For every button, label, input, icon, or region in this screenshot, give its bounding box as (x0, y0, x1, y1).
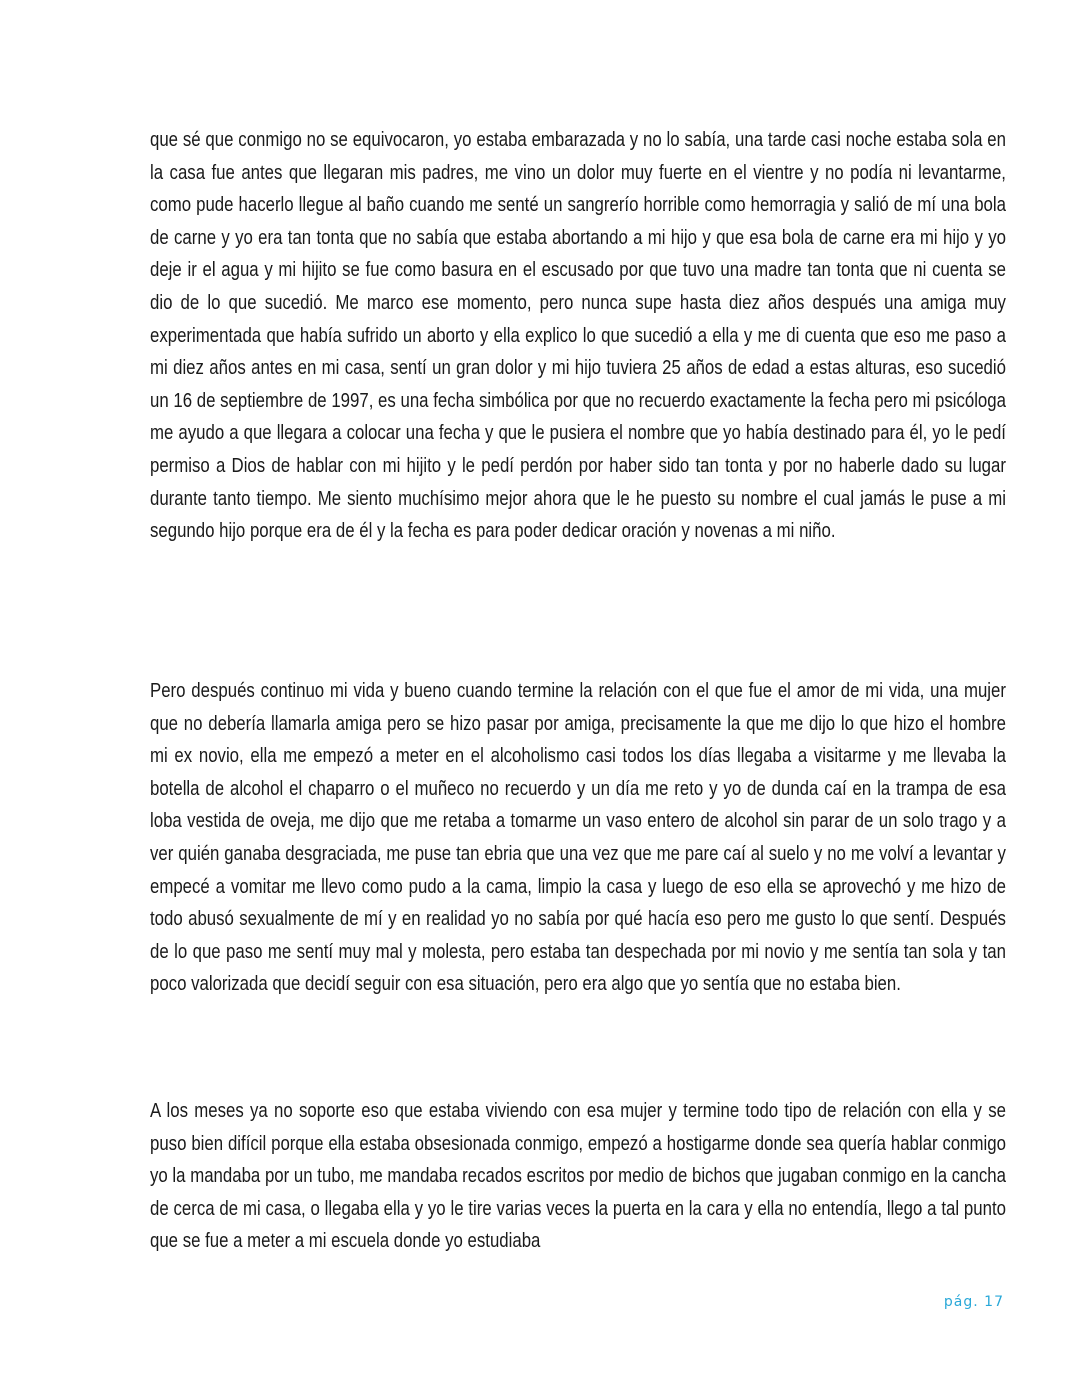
body-paragraph-1: que sé que conmigo no se equivocaron, yo estaba embarazada y no lo sabía, una tarde casi noche estaba sola en la casa fue antes que llegaran mis padres, me vino un dolor muy fuerte en el vientre y no podía ni levantarme, como pude hacerlo llegue al baño cuando me senté un sangrerío horrible como hemorragia y salió de mí una bola de carne y yo era tan tonta que no sabía que estaba abortando a mi hijo y que esa bola de carne era mi hijo y yo deje ir el agua y mi hijito se fue como basura en el escusado por que tuvo una madre tan tonta que ni cuenta se dio de lo que sucedió. Me marco ese momento, pero nunca supe hasta diez años después una amiga muy experimentada que había sufrido un aborto y ella explico lo que sucedió a ella y me di cuenta que eso me paso a mi diez años antes en mi casa, sentí un gran dolor y mi hijo tuviera 25 años de edad a estas alturas, eso sucedió un 16 de septiembre de 1997, es una fecha simbólica por que no recuerdo exactamente la fecha pero mi psicóloga me ayudo a que llegara a colocar una fecha y que le pusiera el nombre que yo había destinado para él, yo le pedí permiso a Dios de hablar con mi hijito y le pedí perdón por haber sido tan tonta y por no haberle dado su lugar durante tanto tiempo. Me siento muchísimo mejor ahora que le he puesto su nombre el cual jamás le puse a mi segundo hijo porque era de él y la fecha es para poder dedicar oración y novenas a mi niño. (150, 129, 1006, 543)
body-paragraph-2: Pero después continuo mi vida y bueno cuando termine la relación con el que fue el amor de mi vida, una mujer que no debería llamarla amiga pero se hizo pasar por amiga, precisamente la que me dijo lo que hizo el hombre mi ex novio, ella me empezó a meter en el alcoholismo casi todos los días llegaba a visitarme y me llevaba la botella de alcohol el chaparro o el muñeco no recuerdo y un día me reto y yo de dunda caí en la trampa de esa loba vestida de oveja, me dijo que me retaba a tomarme un vaso entero de alcohol sin parar de un solo trago y a ver quién ganaba desgraciada, me puse tan ebria que una vez que me pare caí al suelo y no me volví a levantar y empecé a vomitar me llevo como pudo a la cama, limpio la casa y luego de eso ella se aprovechó y me hizo de todo abusó sexualmente de mí y en realidad yo no sabía por qué hacía eso pero me gusto lo que sentí. Después de lo que paso me sentí muy mal y molesta, pero estaba tan despechada por mi novio y me sentía tan sola y tan poco valorizada que decidí seguir con esa situación, pero era algo que yo sentía que no estaba bien. (150, 680, 1006, 996)
page-number: pág. 17 (943, 1294, 1004, 1310)
body-paragraph-3: A los meses ya no soporte eso que estaba viviendo con esa mujer y termine todo tipo de relación con ella y se puso bien difícil porque ella estaba obsesionada conmigo, empezó a hostigarme donde sea quería hablar conmigo yo la mandaba por un tubo, me mandaba recados escritos por medio de bichos que jugaban conmigo en la cancha de cerca de mi casa, o llegaba ella y yo le tire varias veces la puerta en la cara y ella no entendía, llego a tal punto que se fue a meter a mi escuela donde yo estudiaba (150, 1100, 1006, 1253)
